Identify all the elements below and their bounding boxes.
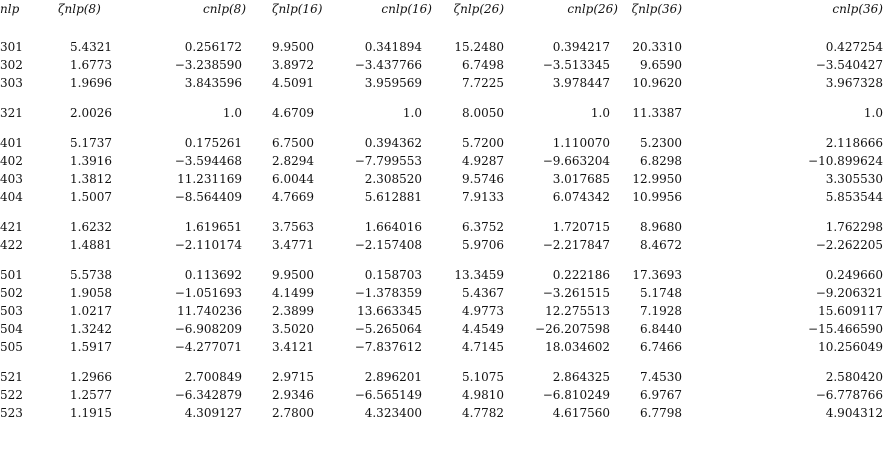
- header-row: [0, 0, 883, 22]
- group-separator-cell: [0, 122, 883, 134]
- cell-nlp: 522: [0, 388, 23, 402]
- table-row: [0, 152, 883, 170]
- cell-c-8: −8.564409: [174, 190, 242, 204]
- table-body: [0, 38, 883, 422]
- group-separator: [0, 254, 883, 266]
- cell-c-36: 10.256049: [818, 340, 883, 354]
- cell-c-8: −4.277071: [174, 340, 242, 354]
- cell-c-16: −5.265064: [354, 322, 422, 336]
- table-row: [0, 236, 883, 254]
- cell-c-16: 3.959569: [364, 76, 422, 90]
- cell-c-26: −3.513345: [542, 58, 610, 72]
- cell-zeta-16: 3.8972: [272, 58, 314, 72]
- group-separator: [0, 122, 883, 134]
- cell-c-36: 2.118666: [825, 136, 883, 150]
- cell-zeta-8: 1.6232: [70, 220, 112, 234]
- cell-c-8: 11.231169: [177, 172, 242, 186]
- cell-c-36: 0.249660: [825, 268, 883, 282]
- cell-c-36: 0.427254: [825, 40, 883, 54]
- cell-zeta-26: 4.9287: [462, 154, 504, 168]
- cell-c-8: −3.238590: [174, 58, 242, 72]
- cell-c-26: 4.617560: [552, 406, 610, 420]
- cell-c-8: −3.594468: [174, 154, 242, 168]
- cell-zeta-36: 17.3693: [632, 268, 682, 282]
- cell-zeta-8: 5.4321: [70, 40, 112, 54]
- cell-c-36: −9.206321: [815, 286, 883, 300]
- cell-zeta-36: 6.7798: [640, 406, 682, 420]
- cell-c-8: 1.619651: [184, 220, 242, 234]
- cell-nlp: 421: [0, 220, 23, 234]
- cell-zeta-26: 4.7782: [462, 406, 504, 420]
- cell-c-26: 1.0: [590, 106, 610, 120]
- cell-zeta-26: 15.2480: [454, 40, 504, 54]
- col-header-zeta-26: ζnlp(26): [453, 2, 504, 16]
- group-separator: [0, 92, 883, 104]
- col-header-zeta-36: ζnlp(36): [631, 2, 682, 16]
- cell-c-16: 2.308520: [364, 172, 422, 186]
- cell-zeta-36: 8.4672: [640, 238, 682, 252]
- cell-zeta-16: 4.5091: [272, 76, 314, 90]
- cell-c-16: −6.565149: [354, 388, 422, 402]
- cell-zeta-8: 1.3812: [70, 172, 112, 186]
- cell-zeta-36: 9.6590: [640, 58, 682, 72]
- cell-nlp: 422: [0, 238, 23, 252]
- cell-zeta-26: 7.7225: [462, 76, 504, 90]
- cell-zeta-26: 7.9133: [462, 190, 504, 204]
- cell-c-26: −26.207598: [535, 322, 610, 336]
- cell-nlp: 504: [0, 322, 23, 336]
- cell-zeta-16: 2.3899: [272, 304, 314, 318]
- cell-c-36: 3.967328: [825, 76, 883, 90]
- cell-zeta-16: 3.7563: [272, 220, 314, 234]
- cell-c-16: −3.437766: [354, 58, 422, 72]
- cell-c-8: −6.908209: [174, 322, 242, 336]
- table-row: [0, 38, 883, 56]
- cell-c-36: 2.580420: [825, 370, 883, 384]
- cell-zeta-8: 1.4881: [70, 238, 112, 252]
- cell-c-8: 4.309127: [184, 406, 242, 420]
- group-separator-cell: [0, 356, 883, 368]
- cell-c-16: −7.837612: [354, 340, 422, 354]
- cell-zeta-36: 8.9680: [640, 220, 682, 234]
- cell-c-8: 0.256172: [184, 40, 242, 54]
- cell-c-16: 0.341894: [364, 40, 422, 54]
- cell-nlp: 503: [0, 304, 23, 318]
- cell-zeta-8: 1.3242: [70, 322, 112, 336]
- cell-nlp: 502: [0, 286, 23, 300]
- cell-zeta-36: 11.3387: [632, 106, 682, 120]
- col-header-c-36: cnlp(36): [832, 2, 883, 16]
- group-separator: [0, 356, 883, 368]
- cell-zeta-26: 6.3752: [462, 220, 504, 234]
- cell-zeta-16: 4.1499: [272, 286, 314, 300]
- cell-c-36: −15.466590: [808, 322, 883, 336]
- cell-zeta-26: 5.7200: [462, 136, 504, 150]
- cell-nlp: 523: [0, 406, 23, 420]
- cell-c-26: −2.217847: [542, 238, 610, 252]
- cell-zeta-26: 5.4367: [462, 286, 504, 300]
- cell-zeta-26: 4.9810: [462, 388, 504, 402]
- cell-zeta-26: 6.7498: [462, 58, 504, 72]
- cell-c-26: 1.110070: [552, 136, 610, 150]
- table-row: [0, 170, 883, 188]
- cell-zeta-16: 2.9715: [272, 370, 314, 384]
- cell-zeta-8: 1.3916: [70, 154, 112, 168]
- table-row: [0, 188, 883, 206]
- cell-nlp: 302: [0, 58, 23, 72]
- cell-zeta-36: 12.9950: [632, 172, 682, 186]
- cell-zeta-26: 5.1075: [462, 370, 504, 384]
- cell-zeta-36: 6.7466: [640, 340, 682, 354]
- cell-c-26: 12.275513: [545, 304, 610, 318]
- cell-zeta-26: 4.7145: [462, 340, 504, 354]
- cell-zeta-16: 9.9500: [272, 40, 314, 54]
- cell-nlp: 501: [0, 268, 23, 282]
- table-row: [0, 368, 883, 386]
- cell-c-36: −10.899624: [808, 154, 883, 168]
- cell-c-8: −6.342879: [174, 388, 242, 402]
- cell-zeta-8: 1.2577: [70, 388, 112, 402]
- cell-c-26: 0.394217: [552, 40, 610, 54]
- cell-zeta-36: 6.9767: [640, 388, 682, 402]
- cell-nlp: 303: [0, 76, 23, 90]
- cell-zeta-16: 4.6709: [272, 106, 314, 120]
- cell-c-8: 0.175261: [184, 136, 242, 150]
- table-row: [0, 386, 883, 404]
- cell-zeta-8: 1.5917: [70, 340, 112, 354]
- cell-nlp: 521: [0, 370, 23, 384]
- cell-c-36: −6.778766: [815, 388, 883, 402]
- table-row: [0, 218, 883, 236]
- cell-c-16: 4.323400: [364, 406, 422, 420]
- cell-nlp: 505: [0, 340, 23, 354]
- cell-c-36: 15.609117: [818, 304, 883, 318]
- cell-zeta-8: 1.9058: [70, 286, 112, 300]
- cell-zeta-36: 7.4530: [640, 370, 682, 384]
- table-row: [0, 320, 883, 338]
- cell-zeta-36: 7.1928: [640, 304, 682, 318]
- cell-zeta-16: 4.7669: [272, 190, 314, 204]
- cell-c-26: −6.810249: [542, 388, 610, 402]
- cell-zeta-36: 6.8298: [640, 154, 682, 168]
- cell-c-16: −2.157408: [354, 238, 422, 252]
- table-row: [0, 338, 883, 356]
- cell-zeta-8: 1.6773: [70, 58, 112, 72]
- cell-zeta-8: 1.9696: [70, 76, 112, 90]
- cell-c-16: −7.799553: [354, 154, 422, 168]
- cell-nlp: 404: [0, 190, 23, 204]
- cell-zeta-36: 10.9956: [632, 190, 682, 204]
- cell-zeta-16: 2.7800: [272, 406, 314, 420]
- cell-zeta-26: 5.9706: [462, 238, 504, 252]
- cell-c-16: 13.663345: [357, 304, 422, 318]
- table-row: [0, 74, 883, 92]
- cell-c-26: 18.034602: [545, 340, 610, 354]
- cell-c-16: 0.394362: [364, 136, 422, 150]
- table-row: [0, 134, 883, 152]
- cell-c-36: 1.762298: [825, 220, 883, 234]
- cell-c-36: 1.0: [863, 106, 883, 120]
- cell-c-16: 1.664016: [364, 220, 422, 234]
- cell-zeta-8: 1.5007: [70, 190, 112, 204]
- cell-c-26: 3.017685: [552, 172, 610, 186]
- cell-zeta-26: 13.3459: [454, 268, 504, 282]
- group-separator-cell: [0, 92, 883, 104]
- cell-c-16: 0.158703: [364, 268, 422, 282]
- table-row: [0, 284, 883, 302]
- cell-c-16: −1.378359: [354, 286, 422, 300]
- cell-zeta-26: 8.0050: [462, 106, 504, 120]
- table-row: [0, 266, 883, 284]
- cell-c-8: −1.051693: [174, 286, 242, 300]
- cell-c-8: 11.740236: [177, 304, 242, 318]
- cell-zeta-16: 3.4121: [272, 340, 314, 354]
- cell-zeta-8: 2.0026: [70, 106, 112, 120]
- cell-zeta-16: 6.7500: [272, 136, 314, 150]
- cell-c-26: 6.074342: [552, 190, 610, 204]
- cell-c-26: −9.663204: [542, 154, 610, 168]
- group-separator-cell: [0, 206, 883, 218]
- col-header-zeta-16: ζnlp(16): [272, 2, 323, 16]
- cell-c-26: −3.261515: [542, 286, 610, 300]
- cell-zeta-36: 20.3310: [632, 40, 682, 54]
- cell-zeta-26: 4.9773: [462, 304, 504, 318]
- table-row: [0, 302, 883, 320]
- cell-zeta-16: 3.4771: [272, 238, 314, 252]
- col-header-nlp: nlp: [0, 2, 20, 16]
- cell-c-8: −2.110174: [174, 238, 242, 252]
- cell-c-26: 3.978447: [552, 76, 610, 90]
- cell-c-8: 3.843596: [184, 76, 242, 90]
- header-spacer: [0, 22, 883, 38]
- cell-zeta-8: 5.5738: [70, 268, 112, 282]
- cell-zeta-8: 5.1737: [70, 136, 112, 150]
- cell-c-8: 0.113692: [184, 268, 242, 282]
- cell-c-36: 5.853544: [825, 190, 883, 204]
- cell-c-8: 2.700849: [184, 370, 242, 384]
- cell-zeta-8: 1.0217: [70, 304, 112, 318]
- cell-nlp: 301: [0, 40, 23, 54]
- cell-c-16: 5.612881: [364, 190, 422, 204]
- cell-c-36: 4.904312: [825, 406, 883, 420]
- cell-nlp: 321: [0, 106, 23, 120]
- cell-c-26: 1.720715: [552, 220, 610, 234]
- cell-zeta-16: 6.0044: [272, 172, 314, 186]
- group-separator: [0, 206, 883, 218]
- cell-zeta-8: 1.1915: [70, 406, 112, 420]
- cell-c-8: 1.0: [222, 106, 242, 120]
- cell-c-26: 0.222186: [552, 268, 610, 282]
- table-row: [0, 104, 883, 122]
- cell-zeta-36: 6.8440: [640, 322, 682, 336]
- col-header-c-16: cnlp(16): [381, 2, 432, 16]
- col-header-c-8: cnlp(8): [203, 2, 246, 16]
- cell-zeta-16: 2.8294: [272, 154, 314, 168]
- cell-c-36: −2.262205: [815, 238, 883, 252]
- cell-nlp: 401: [0, 136, 23, 150]
- cell-c-16: 2.896201: [364, 370, 422, 384]
- cell-zeta-36: 5.1748: [640, 286, 682, 300]
- col-header-c-26: cnlp(26): [567, 2, 618, 16]
- cell-c-36: −3.540427: [815, 58, 883, 72]
- cell-nlp: 403: [0, 172, 23, 186]
- cell-c-16: 1.0: [402, 106, 422, 120]
- cell-zeta-16: 2.9346: [272, 388, 314, 402]
- cell-zeta-16: 9.9500: [272, 268, 314, 282]
- cell-zeta-36: 10.9620: [632, 76, 682, 90]
- col-header-zeta-8: ζnlp(8): [58, 2, 101, 16]
- group-separator-cell: [0, 254, 883, 266]
- table-row: [0, 56, 883, 74]
- cell-zeta-36: 5.2300: [640, 136, 682, 150]
- cell-zeta-26: 9.5746: [462, 172, 504, 186]
- cell-c-26: 2.864325: [552, 370, 610, 384]
- cell-c-36: 3.305530: [825, 172, 883, 186]
- cell-zeta-16: 3.5020: [272, 322, 314, 336]
- cell-zeta-26: 4.4549: [462, 322, 504, 336]
- cell-nlp: 402: [0, 154, 23, 168]
- table-row: [0, 404, 883, 422]
- cell-zeta-8: 1.2966: [70, 370, 112, 384]
